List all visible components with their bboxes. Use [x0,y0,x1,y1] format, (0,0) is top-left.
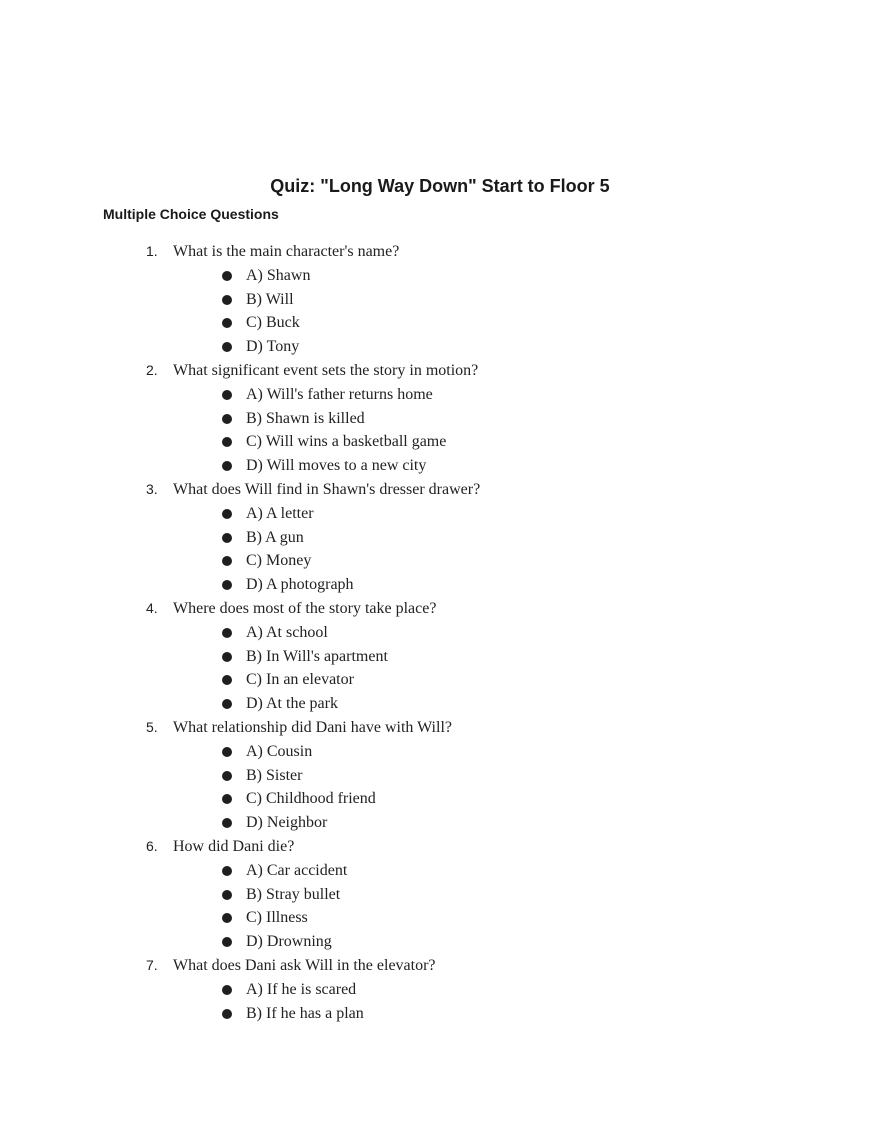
bullet-icon [222,390,232,400]
option-text: C) Buck [246,314,300,332]
bullet-icon [222,699,232,709]
option-item [0,573,880,597]
option-text: D) A photograph [246,576,354,594]
option-text: D) Drowning [246,933,332,951]
option-text: A) Car accident [246,861,348,879]
question-number: 2. [146,361,158,378]
option-item [0,288,880,312]
question-line [0,359,880,383]
question-item [0,359,880,478]
option-text: A) Shawn [246,266,311,284]
bullet-icon [222,866,232,876]
option-item [0,549,880,573]
bullet-icon [222,295,232,305]
bullet-icon [222,675,232,685]
option-item [0,668,880,692]
option-text: B) If he has a plan [246,1004,364,1022]
option-item [0,264,880,288]
option-list [0,978,880,1026]
question-text: How did Dani die? [173,837,295,855]
option-item [0,335,880,359]
option-list [0,859,880,954]
option-item [0,502,880,526]
question-text: What does Dani ask Will in the elevator? [173,956,436,974]
bullet-icon [222,771,232,781]
bullet-icon [222,985,232,995]
question-item [0,716,880,835]
bullet-icon [222,437,232,447]
option-item [0,430,880,454]
option-item [0,621,880,645]
question-item [0,835,880,954]
bullet-icon [222,652,232,662]
option-text: A) A letter [246,504,314,522]
question-number: 4. [146,599,158,616]
question-list [0,240,880,1025]
question-number: 1. [146,243,158,259]
bullet-icon [222,271,232,281]
option-item [0,692,880,716]
option-list [0,264,880,359]
question-number: 6. [146,837,158,854]
question-item [0,954,880,1025]
option-text: C) In an elevator [246,671,354,689]
option-item [0,811,880,835]
option-item [0,407,880,431]
option-text: B) A gun [246,528,304,546]
question-line [0,478,880,502]
option-text: A) If he is scared [246,980,357,998]
option-item [0,859,880,883]
bullet-icon [222,913,232,923]
option-item [0,906,880,930]
option-text: C) Illness [246,909,308,927]
bullet-icon [222,509,232,519]
question-line [0,597,880,621]
question-text: What significant event sets the story in motion? [173,361,479,379]
question-text: What relationship did Dani have with Will? [173,718,452,736]
bullet-icon [222,318,232,328]
question-line [0,716,880,740]
question-line [0,835,880,859]
option-text: C) Money [246,552,312,570]
option-text: A) At school [246,623,328,641]
option-text: B) Sister [246,766,303,784]
option-text: B) Shawn is killed [246,409,365,427]
bullet-icon [222,556,232,566]
option-item [0,930,880,954]
option-list [0,740,880,835]
option-item [0,645,880,669]
question-number: 5. [146,718,158,735]
option-item [0,526,880,550]
option-text: D) At the park [246,695,338,713]
option-item [0,883,880,907]
question-text: What is the main character's name? [173,243,400,260]
option-item [0,764,880,788]
option-item [0,787,880,811]
question-text: What does Will find in Shawn's dresser drawer? [173,480,481,498]
option-text: D) Will moves to a new city [246,457,427,475]
bullet-icon [222,818,232,828]
bullet-icon [222,794,232,804]
bullet-icon [222,937,232,947]
question-item [0,478,880,597]
question-item [0,597,880,716]
page-title: Quiz: "Long Way Down" Start to Floor 5 [270,176,610,196]
bullet-icon [222,533,232,543]
question-number: 7. [146,956,158,973]
option-text: A) Will's father returns home [246,385,433,403]
option-item [0,740,880,764]
option-text: A) Cousin [246,742,313,760]
option-text: B) In Will's apartment [246,647,388,665]
option-item [0,978,880,1002]
bullet-icon [222,414,232,424]
option-text: C) Will wins a basketball game [246,433,447,451]
option-text: B) Will [246,290,294,308]
option-item [0,454,880,478]
question-text: Where does most of the story take place? [173,599,437,617]
bullet-icon [222,890,232,900]
option-item [0,383,880,407]
option-list [0,502,880,597]
bullet-icon [222,747,232,757]
question-item [0,240,880,359]
option-text: B) Stray bullet [246,885,341,903]
option-text: D) Tony [246,338,300,356]
option-item [0,1002,880,1026]
question-line [0,954,880,978]
option-text: D) Neighbor [246,814,328,832]
question-line [0,240,880,264]
bullet-icon [222,461,232,471]
bullet-icon [222,342,232,352]
section-heading: Multiple Choice Questions [103,206,279,222]
option-list [0,621,880,716]
option-text: C) Childhood friend [246,790,376,808]
bullet-icon [222,1009,232,1019]
bullet-icon [222,580,232,590]
option-list [0,383,880,478]
bullet-icon [222,628,232,638]
question-number: 3. [146,480,158,497]
option-item [0,311,880,335]
